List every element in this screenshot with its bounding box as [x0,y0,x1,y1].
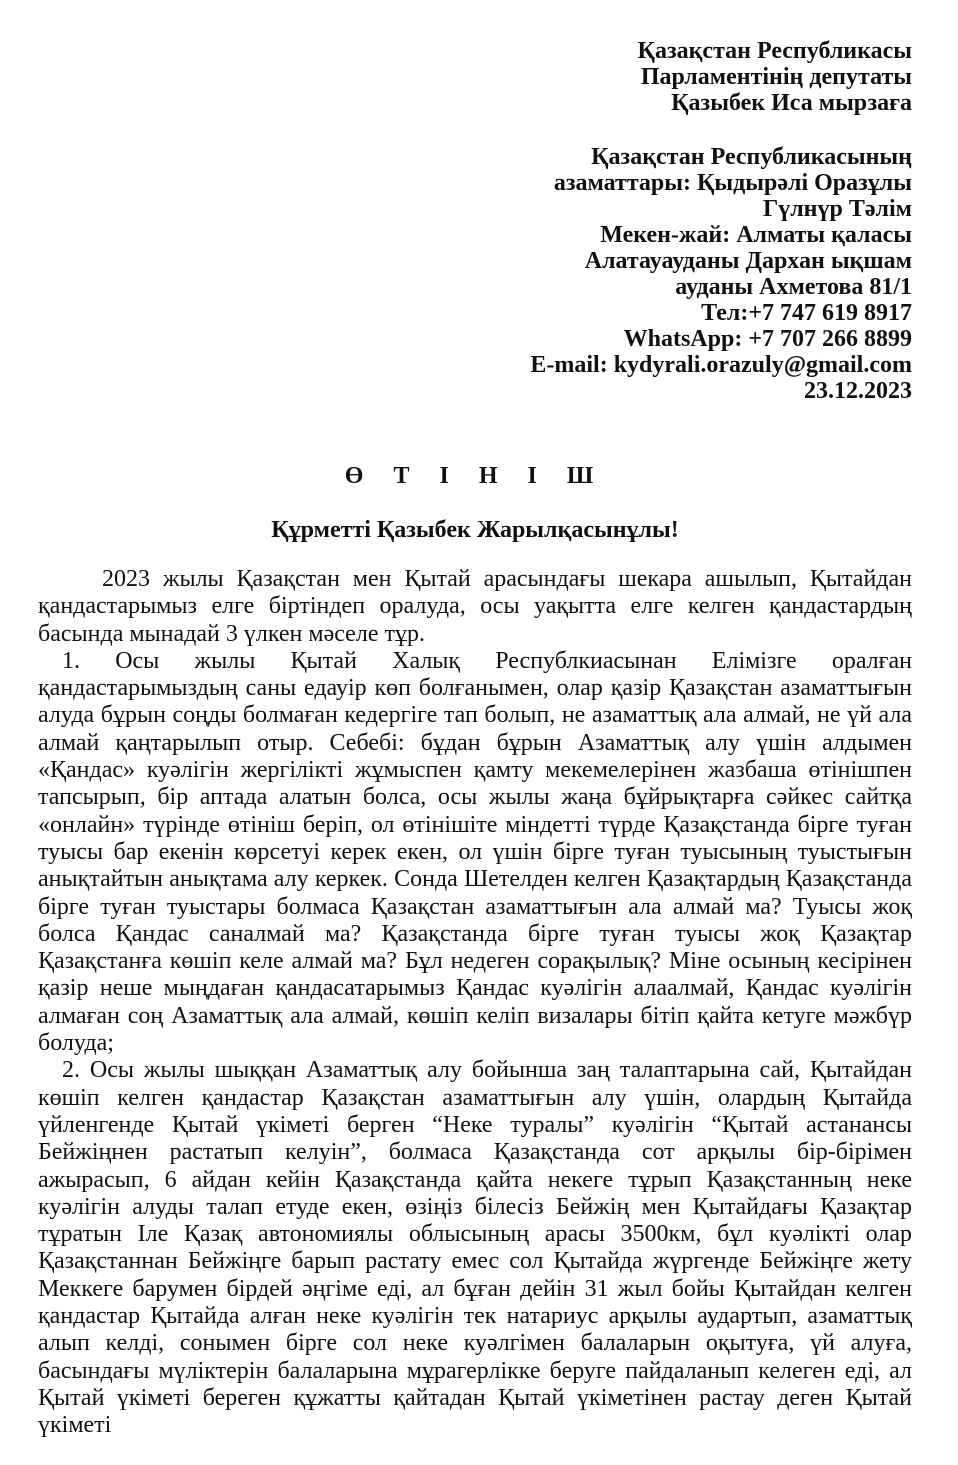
letter-date: 23.12.2023 [804,378,912,404]
sender-address-line: ауданы Ахметова 81/1 [675,274,912,300]
sender-address-line: Алатауауданы Дархан ықшам [584,248,912,274]
sender-email: E-mail: kydyrali.orazuly@gmail.com [530,352,912,378]
sender-line: Гүлнүр Тәлім [762,196,912,222]
header-gap [38,116,912,144]
recipient-line: Парламентінің депутаты [640,64,912,90]
body-paragraph: 1. Осы жылы Қытай Халық Республкиасынан Елімізге оралған қандастарымыздың саны едауір көп болғанымен, олар қазір Қазақстан азаматтығын алуда бұрын соңды болмаған кедергіге тап болып, не азаматтық ала алмай, не үй ала алмай қаңтарылып отыр. Себебі: бұдан бұрын Азаматтық алу үшін алдымен «Қандас» куәлігін жергілікті жұмыспен қамту мекемелерінен жазбаша өтінішпен тапсырып, бір аптада алатын болса, осы жылы жаңа бұйрықтарға сәйкес сайтқа «онлайн» түрінде өтініш беріп, ол өтінішіте міндетті түрде Қазақстанда бірге туған туысы бар екенін көрсетуі керек екен, ол үшін бірге туған туысының туыстығын анықтайтын анықтама алу керкек. Сонда Шетелден келген Қазақтардың Қазақстанда бірге туған туыстары болмаса Қазақстан азаматтығын ала алмай ма? Туысы жоқ болса Қандас саналмай ма? Қазақстанда бірге туған туысы жоқ Қазақтар Қазақстанға көшіп келе алмай ма? Бұл недеген сорақылық? Міне осының кесірінен қазір неше мыңдаған қандасатарымыз Қандас куәлігін алаалмай, Қандас куәлігін алмаған соң Азаматтық ала алмай, көшіп келіп визалары бітіп қайта кетуге мәжбүр болуда; [38,647,912,1057]
salutation: Құрметті Қазыбек Жарылқасынұлы! [271,517,679,543]
body-paragraph: 2023 жылы Қазақстан мен Қытай арасындағы шекара ашылып, Қытайдан қандастарымыз елге біртіндеп оралуда, осы уақытта елге келген қандастардың басында мынадай 3 үлкен мәселе тұр. [38,566,912,647]
sender-address-line: Мекен-жай: Алматы қаласы [600,222,912,248]
sender-phone: Тел:+7 747 619 8917 [701,300,912,326]
sender-whatsapp: WhatsApp: +7 707 266 8899 [623,326,912,352]
sender-line: азаматтары: Қыдырәлі Оразұлы [553,170,912,196]
sender-block [38,144,912,404]
sender-line: Қазақстан Республикасының [591,144,912,170]
recipient-block [38,38,912,116]
recipient-line: Қазыбек Иса мырзаға [671,90,912,116]
letter-body [38,566,912,1440]
recipient-line: Қазақстан Республикасы [637,38,912,64]
letter-header [38,38,912,404]
body-paragraph: 2. Осы жылы шыққан Азаматтық алу бойынша заң талаптарына сай, Қытайдан көшіп келген қандастар Қазақстан азаматтығын алу үшін, олардың Қытайда үйленгенде Қытай үкіметі берген “Неке туралы” куәлігін “Қытай астанансы Бейжіңнен растатып келуін”, болмаса Қазақстанда сот арқылы бір-бірімен ажырасып, 6 айдан кейін Қазақстанда қайта некеге тұрып Қазақстанның неке куәлігін алуды талап етуде екен, өзіңіз білесіз Бейжің мен Қытайдағы Қазақтар тұратын Іле Қазақ автономиялы облысының арасы 3500км, бұл куәлікті олар Қазақстаннан Бейжіңге барып растату емес сол Қытайда жүргенде Бейжіңге жету Меккеге барумен бірдей әңгіме еді, ал бұған дейін 31 жыл бойы Қытайдан келген қандастар Қытайда алған неке куәлігін тек натариус арқылы аудартып, азаматтық алып келді, сонымен бірге сол неке куәлгімен балаларын оқытуға, үй алуға, басындағы мүліктерін балаларына мұрагерлікке беруге пайдаланып келеген еді, ал Қытай үкіметі береген құжатты қайтадан Қытай үкіметінен растау деген Қытай үкіметі [38,1057,912,1439]
document-title: Ө Т І Н І Ш [344,463,606,489]
